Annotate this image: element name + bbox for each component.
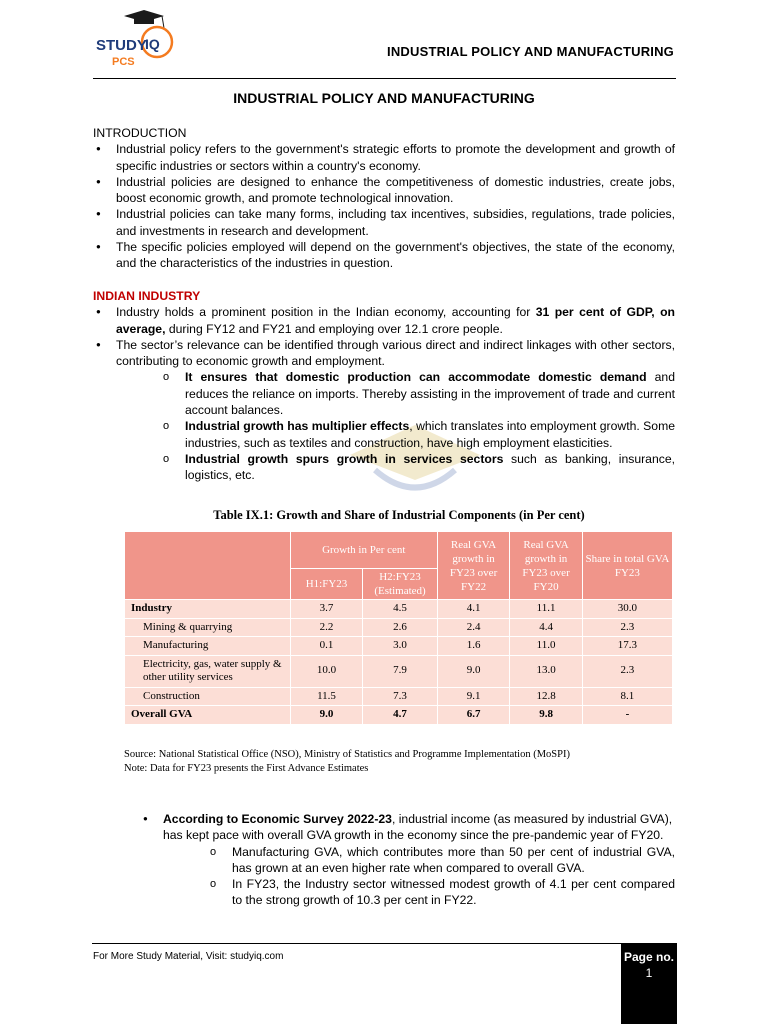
table-row: [125, 600, 673, 619]
list-item: ● Industrial policies can take many forms, including tax incentives, subsidies, regulations, trade policies, and investments in research and development.: [93, 206, 675, 239]
table-cell: 6.7: [437, 706, 510, 725]
table-caption: Table IX.1: Growth and Share of Industrial Components (in Per cent): [213, 508, 585, 522]
table-cell: 1.6: [437, 637, 510, 656]
sub-list-item: o In FY23, the Industry sector witnessed modest growth of 4.1 per cent compared to the strong growth of 10.3 per cent in FY22.: [209, 876, 675, 909]
document-title: INDUSTRIAL POLICY AND MANUFACTURING: [233, 90, 535, 106]
table-cell: 7.3: [363, 687, 438, 706]
table-cell: 11.0: [510, 637, 583, 656]
table-cell: 0.1: [290, 637, 363, 656]
table-row: [125, 655, 673, 687]
introduction-heading: INTRODUCTION: [93, 126, 187, 140]
linkage-sublist: [93, 369, 675, 483]
svg-text:PCS: PCS: [112, 56, 135, 68]
column-header: Share in total GVA FY23: [582, 532, 672, 600]
list-item: ● The sector’s relevance can be identified through various direct and indirect linkages with other sectors, contributing to economic growth and employment. o It ensures that domestic production can accommodate domestic demand and reduces the reliance on imports. Thereby assisting in the improvement of trade and current account balances. o Industrial growth has multiplier effects, which translates into employment growth. Some industries, such as textiles and construction, have high employment elasticities. o Industrial growth spurs growth in services sectors such as banking, insurance, logistics, etc.: [93, 337, 675, 484]
introduction-list: [93, 141, 675, 271]
row-label: Overall GVA: [125, 706, 291, 725]
sub-list-item: o It ensures that domestic production can accommodate domestic demand and reduces the reliance on imports. Thereby assisting in the improvement of trade and current account balances.: [162, 369, 675, 418]
table-cell: 2.4: [437, 618, 510, 637]
list-item: ● Industry holds a prominent position in the Indian economy, accounting for 31 per cent of GDP, on average, during FY12 and FY21 and employing over 12.1 crore people.: [93, 304, 675, 337]
economic-survey-list: [140, 811, 675, 909]
table-cell: 11.5: [290, 687, 363, 706]
indian-industry-list: [93, 304, 675, 483]
column-header: Real GVA growth in FY23 over FY20: [510, 532, 583, 600]
header-title: INDUSTRIAL POLICY AND MANUFACTURING: [387, 44, 674, 59]
table-note: Note: Data for FY23 presents the First Advance Estimates: [124, 763, 369, 774]
list-item: ● Industrial policy refers to the government's strategic efforts to promote the development and growth of specific industries or sectors within a country's economy.: [93, 141, 675, 174]
page-number-box: [621, 943, 677, 1024]
row-label: Manufacturing: [125, 637, 291, 656]
row-label: Industry: [125, 600, 291, 619]
sub-list-item: o Manufacturing GVA, which contributes more than 50 per cent of industrial GVA, has grown at an even higher rate when compared to overall GVA.: [209, 844, 675, 877]
table-cell: 3.0: [363, 637, 438, 656]
table-cell: 2.3: [582, 618, 672, 637]
table-cell: 4.1: [437, 600, 510, 619]
table-cell: 2.3: [582, 655, 672, 687]
table-row: [125, 687, 673, 706]
table-cell: 17.3: [582, 637, 672, 656]
list-item: ● Industrial policies are designed to enhance the competitiveness of domestic industries, create jobs, boost economic growth, and promote technological innovation.: [93, 174, 675, 207]
footer-divider: [92, 943, 676, 944]
footer-website-text: For More Study Material, Visit: studyiq.com: [93, 951, 284, 962]
table-cell: 13.0: [510, 655, 583, 687]
table-row: [125, 618, 673, 637]
table-cell: 9.1: [437, 687, 510, 706]
table-cell: 2.2: [290, 618, 363, 637]
indian-industry-section: [93, 288, 675, 484]
table-cell: 9.8: [510, 706, 583, 725]
indian-industry-heading: INDIAN INDUSTRY: [93, 289, 201, 303]
studyiq-pcs-logo: [94, 8, 178, 72]
growth-group-header: Growth in Per cent: [290, 532, 437, 569]
table-cell: 7.9: [363, 655, 438, 687]
table-cell: 10.0: [290, 655, 363, 687]
svg-text:IQ: IQ: [145, 36, 160, 52]
table-cell: 3.7: [290, 600, 363, 619]
row-label: Electricity, gas, water supply & other utility services: [125, 655, 291, 687]
table-source-note: [124, 748, 570, 776]
row-label: Construction: [125, 687, 291, 706]
column-header: Real GVA growth in FY23 over FY22: [437, 532, 510, 600]
table-corner-header: [125, 532, 291, 600]
svg-text:STUDY: STUDY: [96, 37, 147, 54]
page-number: 1: [645, 966, 653, 980]
economic-survey-section: [140, 811, 675, 909]
table-cell: 9.0: [437, 655, 510, 687]
sub-list-item: o Industrial growth spurs growth in services sectors such as banking, insurance, logistics, etc.: [162, 451, 675, 484]
table-cell: 8.1: [582, 687, 672, 706]
table-cell: 2.6: [363, 618, 438, 637]
page-label: Page no.: [623, 950, 674, 964]
table-source: Source: National Statistical Office (NSO), Ministry of Statistics and Programme Implementation (MoSPI): [124, 749, 570, 760]
list-item: ● According to Economic Survey 2022-23, industrial income (as measured by industrial GVA), has kept pace with overall GVA growth in the economy since the pre-pandemic year of FY20. o Manufacturing GVA, which contributes more than 50 per cent of industrial GVA, has grown at an even higher rate when compared to overall GVA. o In FY23, the Industry sector witnessed modest growth of 4.1 per cent compared to the strong growth of 10.3 per cent in FY22.: [140, 811, 675, 909]
table-cell: 12.8: [510, 687, 583, 706]
industrial-components-table: [124, 531, 673, 725]
table-cell: 9.0: [290, 706, 363, 725]
column-header: H1:FY23: [290, 569, 363, 600]
table-cell: 4.5: [363, 600, 438, 619]
survey-sublist: [163, 844, 675, 909]
list-item: ● The specific policies employed will depend on the government's objectives, the state of the economy, and the characteristics of the industries in question.: [93, 239, 675, 272]
table-cell: 30.0: [582, 600, 672, 619]
table-cell: -: [582, 706, 672, 725]
table-row: [125, 637, 673, 656]
row-label: Mining & quarrying: [125, 618, 291, 637]
introduction-section: [93, 125, 675, 272]
sub-list-item: o Industrial growth has multiplier effects, which translates into employment growth. Some industries, such as textiles and construction, have high employment elasticities.: [162, 418, 675, 451]
table-cell: 4.7: [363, 706, 438, 725]
table-cell: 4.4: [510, 618, 583, 637]
table-cell: 11.1: [510, 600, 583, 619]
table-row: [125, 706, 673, 725]
column-header: H2:FY23 (Estimated): [363, 569, 438, 600]
header-divider: [93, 78, 676, 79]
